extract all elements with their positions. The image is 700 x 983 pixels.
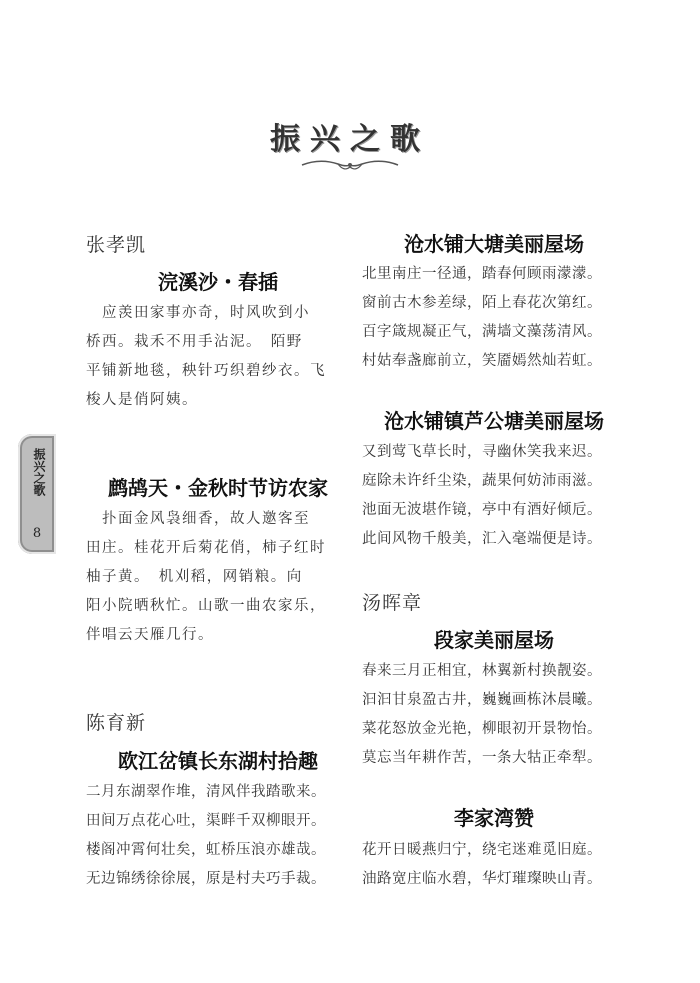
poem-title: 沧水铺镇芦公塘美丽屋场 — [384, 409, 604, 433]
author-name: 汤晖章 — [362, 592, 423, 614]
poem-line: 无边锦绣徐徐展，原是村夫巧手裁。 — [86, 871, 326, 887]
poem-line: 油路宽庄临水碧，华灯璀璨映山青。 — [362, 871, 602, 887]
poem-line: 桥西。栽禾不用手沾泥。 陌野 — [86, 334, 303, 350]
author-name: 张孝凯 — [86, 234, 147, 256]
poem-line: 百字箴规凝正气，满墙文藻荡清风。 — [362, 324, 602, 340]
poem-line: 莫忘当年耕作苦，一条大牯正牵犁。 — [362, 750, 602, 766]
chapter-side-tab — [18, 434, 56, 554]
poem-title: 沧水铺大塘美丽屋场 — [404, 232, 584, 256]
author-name: 陈育新 — [86, 712, 147, 734]
poem-line: 梭人是俏阿姨。 — [86, 392, 198, 408]
poem-body — [362, 657, 602, 773]
poem-title: 李家湾赞 — [454, 806, 534, 830]
poem-line: 村姑奉盏廊前立，笑靥嫣然灿若虹。 — [362, 353, 602, 369]
poem-line: 阳小院晒秋忙。山歌一曲农家乐， — [86, 598, 326, 614]
poem-line: 二月东湖翠作堆，清风伴我踏歌来。 — [86, 784, 326, 800]
poem-line: 田庄。桂花开后菊花俏，柿子红时 — [86, 540, 326, 556]
poem-title: 浣溪沙・春插 — [158, 270, 278, 294]
poem-line: 汩汩甘泉盈古井，巍巍画栋沐晨曦。 — [362, 692, 602, 708]
poem-body — [86, 505, 326, 650]
side-tab-label: 振兴之歌 — [32, 448, 46, 496]
poem-body — [362, 438, 602, 554]
page-number: 8 — [32, 526, 42, 541]
poem-line: 春来三月正相宜，林翼新村换靓姿。 — [362, 663, 602, 679]
poem-line: 池面无波堪作镜，亭中有酒好倾卮。 — [362, 502, 602, 518]
poem-line: 应羡田家事亦奇，时风吹到小 — [86, 305, 310, 321]
poem-line: 北里南庄一径通，踏春何顾雨濛濛。 — [362, 266, 602, 282]
poem-body — [362, 836, 602, 894]
poem-line: 庭除未许纤尘染，蔬果何妨沛雨滋。 — [362, 473, 602, 489]
poem-line: 扑面金风袅细香，故人邀客至 — [86, 511, 310, 527]
poem-line: 平铺新地毯，秧针巧织碧纱衣。飞 — [86, 363, 326, 379]
poem-body — [86, 778, 326, 894]
scroll-ornament-icon — [300, 156, 400, 174]
poem-line: 花开日暖燕归宁，绕宅迷难觅旧庭。 — [362, 842, 602, 858]
poem-line: 又到莺飞草长时，寻幽休笑我来迟。 — [362, 444, 602, 460]
poem-line: 伴唱云天雁几行。 — [86, 627, 214, 643]
poem-body — [362, 260, 602, 376]
poem-line: 楼阁冲霄何壮矣，虹桥压浪亦雄哉。 — [86, 842, 326, 858]
poem-title: 段家美丽屋场 — [434, 628, 554, 652]
poem-title: 鹧鸪天・金秋时节访农家 — [108, 476, 328, 500]
poem-line: 柚子黄。 机刈稻，网销粮。向 — [86, 569, 303, 585]
poem-body — [86, 299, 326, 415]
page-title: 振兴之歌 — [270, 122, 430, 157]
poem-title: 欧江岔镇长东湖村拾趣 — [118, 749, 318, 773]
poem-line: 田间万点花心吐，渠畔千双柳眼开。 — [86, 813, 326, 829]
poem-line: 窗前古木参差绿，陌上春花次第红。 — [362, 295, 602, 311]
page-header — [0, 100, 700, 180]
poem-line: 此间风物千般美，汇入毫端便是诗。 — [362, 531, 602, 547]
poem-line: 菜花怒放金光艳，柳眼初开景物怡。 — [362, 721, 602, 737]
